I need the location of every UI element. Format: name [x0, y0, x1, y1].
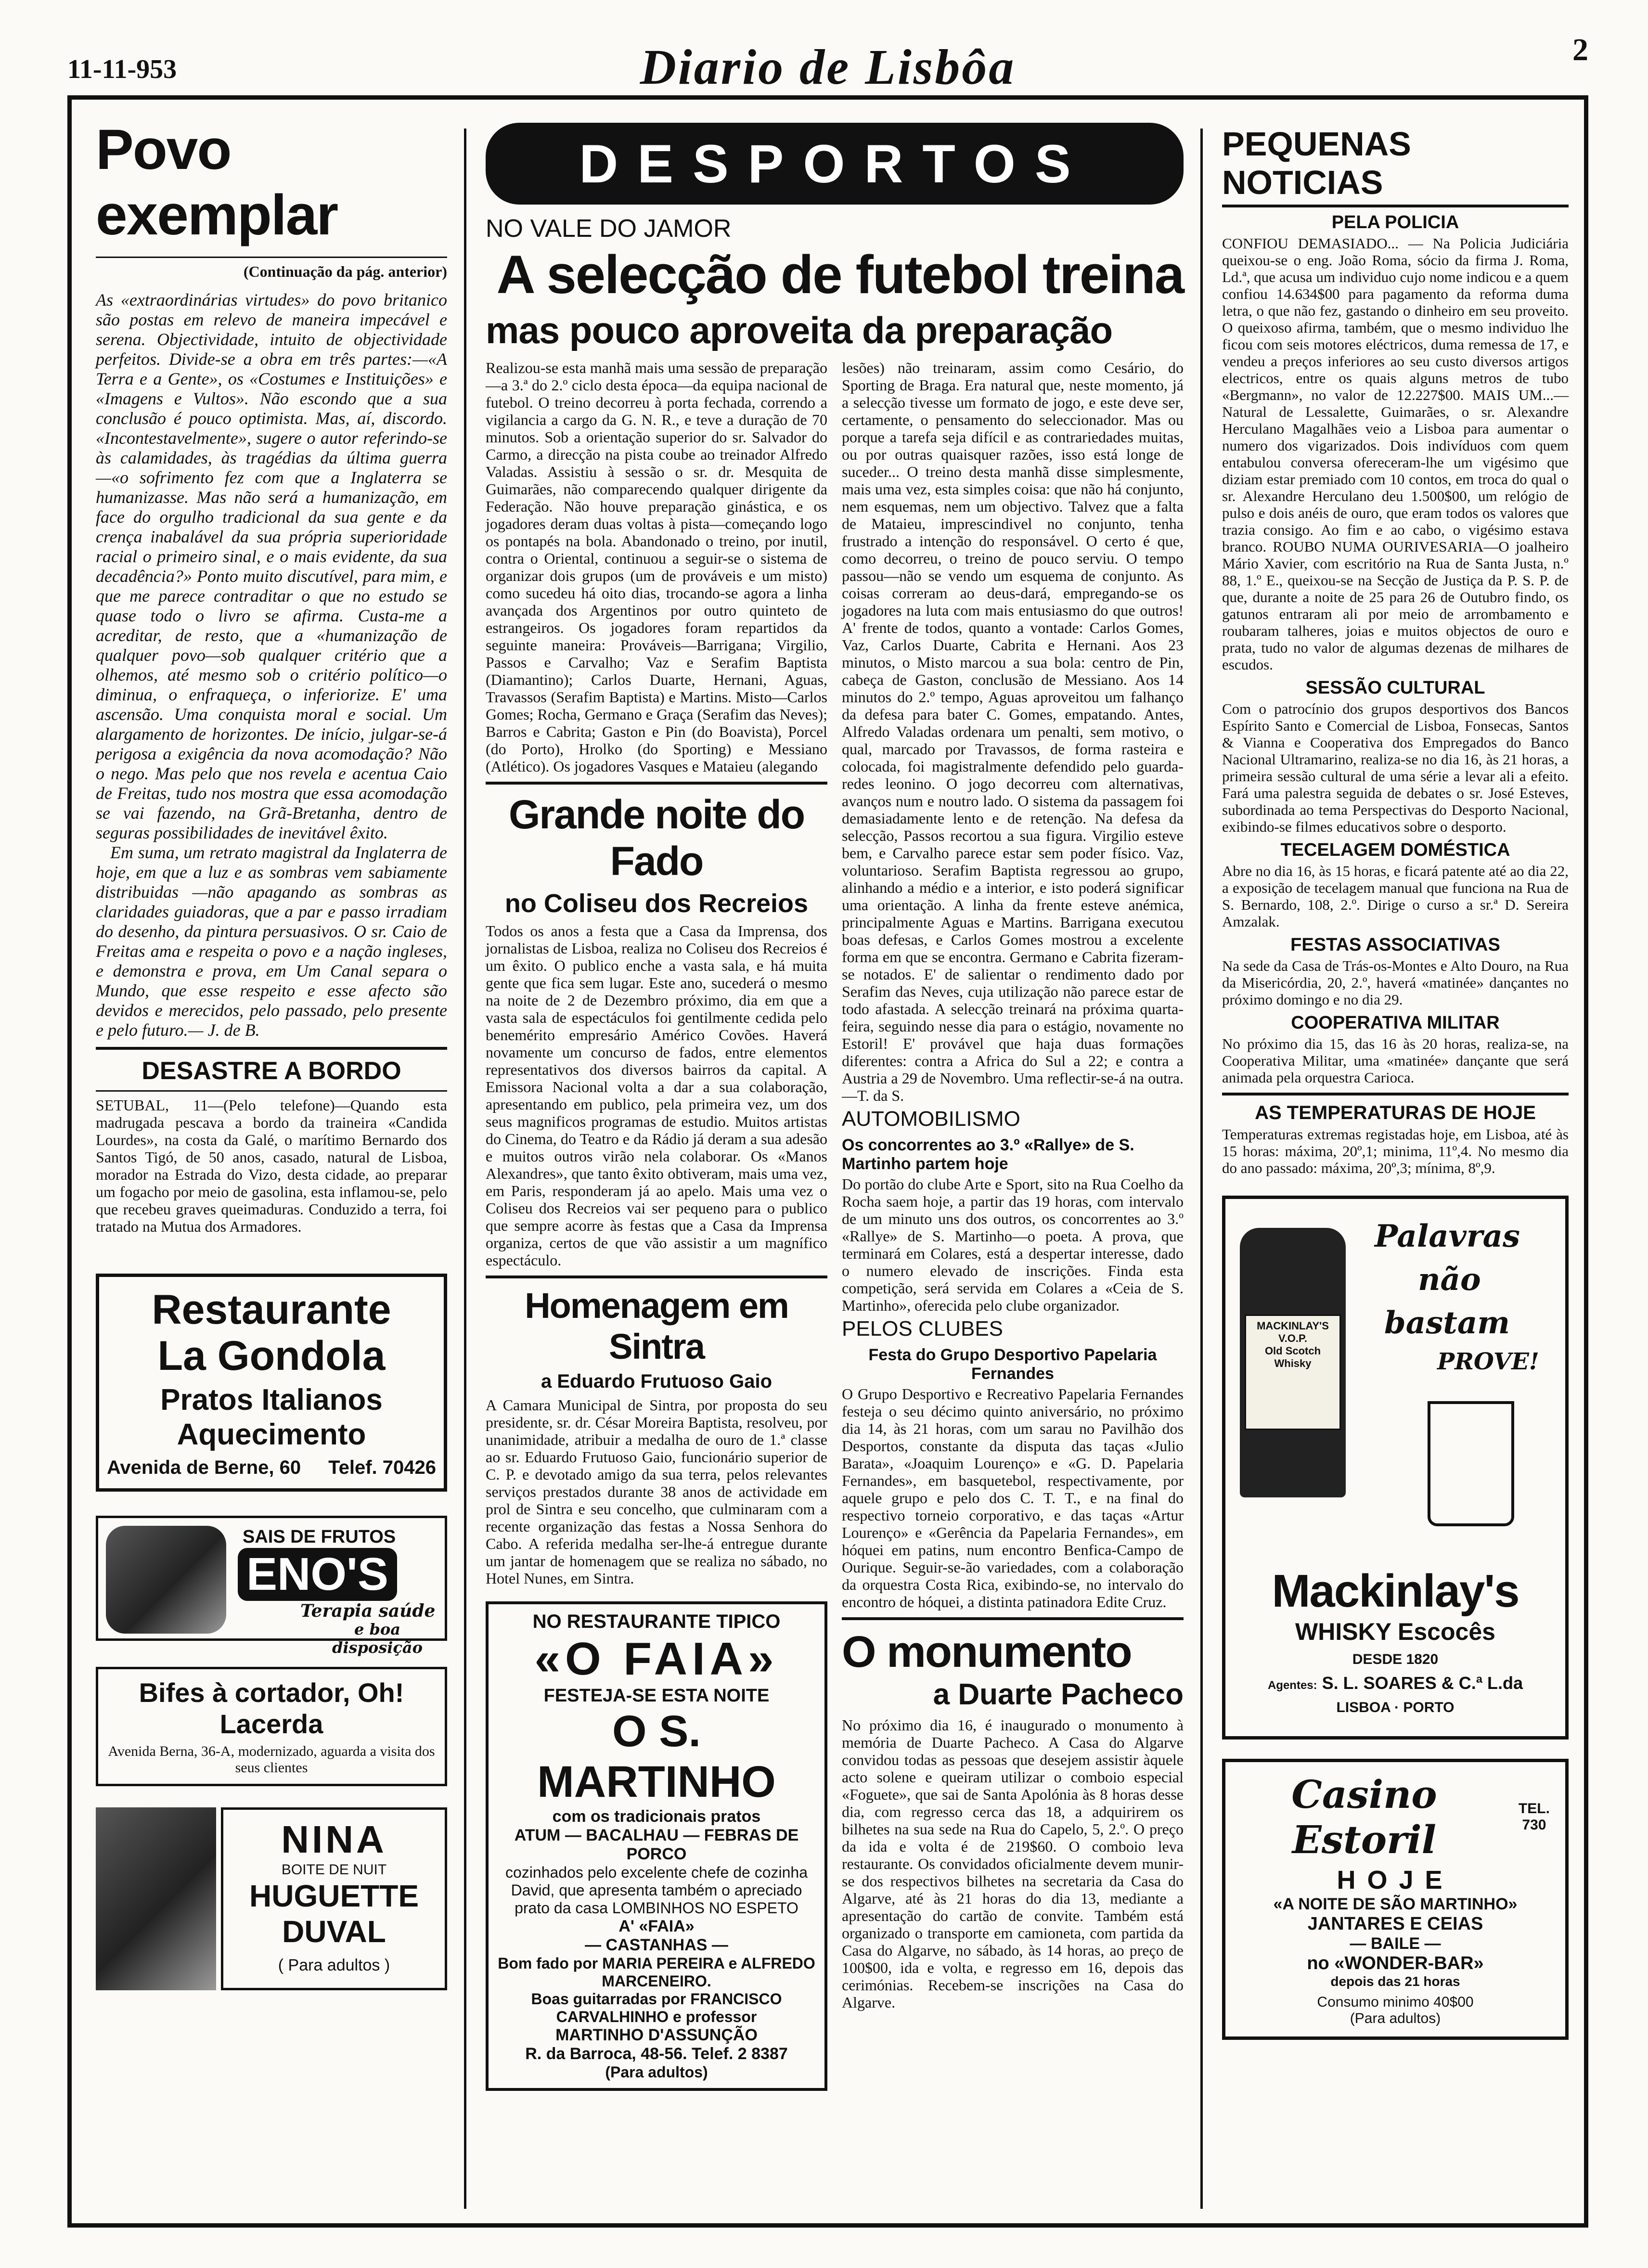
ad-line: BOITE DE NUIT [281, 1862, 387, 1878]
article-headline: A selecção de futebol treina [496, 245, 1184, 305]
glass-icon [1428, 1401, 1514, 1526]
news-body: Com o patrocínio dos grupos desportivos dos Bancos Espírito Santo e Comercial de Lisboa, Fonsecas, Santos & Vianna e Cooperativa dos Empregados do Banco Nacional Ultramarino, realiza-se no dia 16, às 21 horas, a primeira sessão cultural de uma série a levar ali a efeito. Fará uma palestra seguida de debates o sr. José Esteves, subordinada ao tema Perspectivas do Desporto Nacional, exibindo-se filmes educativos sobre o desporto. [1222, 700, 1569, 835]
ad-phone: Telef. 70426 [328, 1457, 436, 1478]
divider [96, 1047, 447, 1050]
ad-line: JANTARES E CEIAS [1307, 1914, 1483, 1934]
ad-line: A' «FAIA» [618, 1917, 695, 1935]
article-body: lesões) não treinaram, assim como Cesário, do Sporting de Braga. Era natural que, neste momento, já a selecção tivesse um formato de jogo, e este deve ser, certamente, o pensamento do seleccionador. Mas ou porque a tarefa seja difícil e as contrariedades muitas, ou por outras quaisquer razões, isso está longe de suceder... O treino desta manhã disse simplesmente, mais uma vez, esta simples coisa: que não há conjunto, nem esquemas, nem um objectivo. Talvez que a falta de Mataieu, imprescindivel no conjunto, tenha frustrado a intenção do responsável. O certo é que, como decorreu, o treino de pouco serviu. O tempo passou—não se vendo um esquema de conjunto. As coisas correram ao deus-dará, empregando-se os jogadores na luta com mais entusiasmo do que outros! A' frente de todos, quanto a vontade: Carlos Gomes, Vaz, Carlos Duarte, Cabrita e Hernani. Aos 23 minutos, o Misto marcou a sua bola: centro de Pin, cabeça de Gaston, conclusão de Messiano. Aos 14 minutos do 2.º tempo, Aguas aproveitou um falhanço da defesa para bater C. Gomes, empatando. Antes, Alfredo Valadas ordenara um penalti, sem motivo, o qual, marcado por Travassos, de forma rasteira e colocada, foi magistralmente defendido pelo guarda-redes leonino. O jogo decorreu com alternativas, avanços num e noutro lado. O sistema da passagem foi demasiadamente lento e de retenção. Na defesa da selecção, Passos recortou a sua figura. Virgilio esteve bem, e Carvalho parece estar sem poder físico. Vaz, voluntarioso. Serafim Baptista regressou ao grupo, alinhando a médio e a interior, e isto poderá significar uma orientação. A linha da frente esteve anémica, principalmente Aguas e Martins. Barrigana executou boas defesas, e Carlos Gomes mostrou a excelente forma em que se encontra. Germano e Cabrita fizeram-se notados. E' de salientar o rendimento dado por Serafim das Neves, cuja utilização não parece estar de todo afastada. A selecção treinará na próxima quarta-feira, seguindo nesse dia para o estágio, novamente no Estoril! E' provável que haja duas formações diferentes: contra a Africa do Sul a 22; e contra a Austria a 29 de Novembro. Uma reflectir-se-á na outra.—T. da S. [842, 359, 1184, 1104]
section-kicker: NO VALE DO JAMOR [486, 215, 732, 243]
news-body: Temperaturas extremas registadas hoje, em Lisboa, até às 15 horas: máxima, 20º,1; minima, 11º,4. No mesmo dia do ano passado: máxima, 20º,3; mínima, 8º,9. [1222, 1126, 1569, 1176]
ad-casino-estoril [1222, 1759, 1569, 2040]
section-heading: PELA POLICIA [1331, 212, 1459, 232]
ad-mackinlays [1222, 1196, 1569, 1740]
ad-slogan: Palavras [1375, 1218, 1520, 1254]
issue-date: 11-11-953 [67, 54, 177, 84]
divider [96, 257, 447, 258]
ad-title: HUGUETTE [249, 1879, 419, 1913]
ad-title: DUVAL [282, 1914, 386, 1949]
news-subhead: a Eduardo Frutuoso Gaio [541, 1371, 772, 1392]
news-body: No próximo dia 16, é inaugurado o monumento à memória de Duarte Pacheco. A Casa do Algarve convidou todas as pessoas que desejem assistir àquele acto solene e queiram utilizar o comboio especial «Foguete», que sai de Santa Apolónia às 8 horas desse dia, com regresso cerca das 18, a adquirirem os bilhetes na sua sede na Rua do Capelo, 5, 2.º. O preço da ida e volta é de 219$60. O comboio leva restaurante. Os convidados oficialmente devem munir-se dos respectivos bilhetes na secretaria da Casa do Algarve, até às 21 horas do dia 13, mediante a apresentação do cartão de convite. Também está organizado o transporte em camioneta, com partida da Casa do Algarve, no sábado, às 14 horas, ao preço de 100$00, ida e volta, e regresso em 16, depois das cerimónias. Recebem-se inscrições na Casa do Algarve. [842, 1716, 1184, 2011]
column-rule [464, 129, 466, 2209]
ad-lacerda [96, 1667, 447, 1786]
ad-line: «A NOITE DE SÃO MARTINHO» [1273, 1895, 1518, 1913]
page-number: 2 [1572, 32, 1588, 67]
divider [486, 1276, 827, 1278]
ad-line: Bom fado por MARIA PEREIRA e ALFREDO MARCENEIRO. [498, 1955, 815, 1990]
ad-slogan: bastam [1384, 1305, 1510, 1341]
ad-brand: NINA [281, 1818, 387, 1861]
ad-line: depois das 21 horas [1330, 1974, 1460, 1989]
ad-slogan: e boa disposição [332, 1620, 423, 1657]
article-headline: Povo exemplar [96, 118, 338, 247]
news-headline: Os concorrentes ao 3.º «Rallye» de S. Martinho partem hoje [842, 1136, 1134, 1173]
ad-phone: TEL. 730 [1518, 1801, 1550, 1833]
ad-agent: S. L. SOARES & C.ª L.da [1322, 1673, 1523, 1693]
ad-line: cozinhados pelo excelente chefe de cozinha David, que apresenta também o apreciado prato da casa LOMBINHOS NO ESPETO [505, 1864, 808, 1917]
ad-line: HOJE [1337, 1866, 1454, 1894]
news-headline: DESASTRE A BORDO [142, 1057, 401, 1085]
news-body: CONFIOU DEMASIADO... — Na Policia Judiciária queixou-se o eng. João Roma, sócio da firma J. Roma, Ld.ª, que acusa um individuo cujo nome indicou e a quem confiou 14.634$00 para pagamento da reforma duma letra, o que não fez, gastando o dinheiro em seu proveito. O queixoso afirma, também, que o mesmo individuo lhe ficou com seis motores eléctricos, duma remessa de 17, e vendeu a preços inferiores ao seu custo diversos artigos electricos, entre os quais alguns metros de tubo «Bergmann», no valor de 12.227$00. MAIS UM...—Natural de Lessalette, Guimarães, o sr. Alexandre Herculano Magalhães veio a Lisboa para aumentar o numero dos vigarizados. Dois indivíduos com quem entabulou conversa ofereceram-lhe um vigésimo que diziam estar premiado com 10 contos, em troca do qual o sr. Alexandre Herculano deu 1.500$00, um relógio de pulso e dois anéis de ouro, que eram todos os valores que trazia consigo. Ao fim e ao cabo, o vigésimo estava branco. ROUBO NUMA OURIVESARIA—O joalheiro Mário Xavier, com escritório na Rua de Santa Justa, n.º 88, 1.º E., queixou-se na Secção de Justiça da P. S. P. de que, durante a noite de 25 para 26 de Outubro findo, os gatunos entraram ali por meio de arrombamento e roubaram talheres, joias e muitos objectos de ouro e prata, tudo no valor de algumas dezenas de milhares de escudos. [1222, 235, 1569, 673]
ad-brand: ENO'S [238, 1548, 397, 1601]
ad-line: com os tradicionais pratos [552, 1807, 761, 1826]
sports-banner: DESPORTOS [486, 123, 1184, 205]
article-body: As «extraordinárias virtudes» do povo britanico são postas em relevo de maneira impecável e serena. Objectividade, intuito de objectividade perfeitos. Divide-se a obra em três partes:—«A Terra e a Gente», os «Costumes e Instituições» e «Imagens e Vultos». Não escondo que a sua conclusão é pouco optimista. Mas, aí, discordo. «Incontestavelmente», sugere o autor referindo-se às calamidades, às tragédias da última guerra—«o sofrimento fez com que a Inglaterra se humanizasse. Mas não será a humanização, em face do orgulho tradicional da sua gente e da crença inabalável da sua própria superioridade racial o primeiro sinal, e o mais evidente, da sua decadência?» Ponto muito discutível, para mim, e que me parece contraditar o que no estudo se quase todo o livro se afirma. Custa-me a acreditar, de resto, que a «humanização de qualquer povo—sob qualquer critério que a olhemos, até mesmo sob o critério político—o diminua, o enfraqueça, o inferiorize. E' uma ascensão. Uma conquista moral e social. Um alargamento de horizontes. De início, julgar-se-á perigosa a exigência da nova acomodação? Não o nego. Mas pelo que nos revela e acentua Caio de Freitas, tudo nos mostra que essa acomodação se vai fazendo, na Grã-Bretanha, dentro de seguras possibilidades de inevitável êxito. [96, 290, 447, 842]
article-body: Realizou-se esta manhã mais uma sessão de preparação—a 3.ª do 2.º ciclo desta época—da equipa nacional de futebol. O treino decorreu à porta fechada, correndo a vigilancia a cargo da G. N. R., e teve a duração de 70 minutos. Sob a orientação superior do sr. Salvador do Carmo, a direcção na pista coube ao treinador Alfredo Valadas. Assistiu à sessão o sr. dr. Mesquita de Guimarães, não comparecendo qualquer dirigente da Federação. Não houve preparação ginástica, e os jogadores deram duas voltas à pista—começando logo os pontapés na bola. Abandonado o treino, por inutil, contra o Oriental, continuou a seguir-se o sistema de organizar dois grupos (um de prováveis e um misto) como sucedeu há oito dias, trocando-se agora a linha avançada dos Argentinos por outro quinteto de estrangeiros. Os jogadores foram repartidos da seguinte maneira: Prováveis—Barrigana; Virgilio, Passos e Carvalho; Vaz e Serafim Baptista (Diamantino); Carlos Duarte, Hernani, Aguas, Travassos (Serafim Baptista) e Martins. Misto—Carlos Gomes; Rocha, Germano e Graça (Serafim das Neves); Barros e Cabrita; Gaston e Pin (do Boavista), Porcel (do Porto), Hrolko (do Sporting) e Messiano (Atlético). Os jogadores Vasques e Mataieu (alegando [486, 359, 827, 775]
ad-line: Avenida Berna, 36-A, modernizado, aguarda a visita dos seus clientes [108, 1743, 435, 1776]
ad-line: FESTEJA-SE ESTA NOITE [543, 1686, 770, 1706]
section-heading: AS TEMPERATURAS DE HOJE [1255, 1102, 1536, 1123]
ad-line: Aquecimento [177, 1418, 366, 1451]
ad-address: Avenida de Berne, 60 [107, 1457, 301, 1478]
label-brand: MACKINLAY'S [1257, 1320, 1329, 1332]
ad-line: Boas guitarradas por FRANCISCO CARVALHINHO e professor [531, 1990, 782, 2025]
news-subhead: no Coliseu dos Recreios [504, 889, 809, 918]
section-banner: PEQUENAS NOTICIAS [1222, 125, 1569, 207]
continuation-note: (Continuação da pág. anterior) [243, 263, 447, 280]
ad-note: ( Para adultos ) [278, 1956, 390, 1974]
news-body: O Grupo Desportivo e Recreativo Papelaria Fernandes festeja o seu décimo quinto aniversário, no próximo dia 14, às 21 horas, com um sarau no Pavilhão dos Desportos, constante da disputa das taças «Julio Barata», «Joaquim Lourenço» e «G. D. Papelaria Fernandes», em basquetebol, respectivamente, por aquele grupo e pelo dos C. T. T., e na final do respectivo torneio corporativo, e das taças «Artur Lourenço» e «Gerência da Papelaria Fernandes», em hóquei em patins, num encontro Benfica-Campo de Ourique. Seguir-se-ão variedades, com a colaboração da orquestra Costa Rica, exibindo-se, no intervalo do encontro de hóquei, a distinta patinadora Edite Cruz. [842, 1385, 1184, 1611]
divider [96, 1090, 447, 1092]
ad-title: «O FAIA» [534, 1633, 779, 1685]
label-line: V.O.P. [1278, 1332, 1307, 1344]
ad-line: DESDE 1820 [1352, 1651, 1439, 1667]
news-body: Na sede da Casa de Trás-os-Montes e Alto Douro, na Rua da Misericórdia, 20, 2.º, haverá «matinée» dançantes no próximo domingo e no dia 29. [1222, 957, 1569, 1008]
news-body: Todos os anos a festa que a Casa da Imprensa, dos jornalistas de Lisboa, realiza no Coliseu dos Recreios é um êxito. O publico enche a vasta sala, e há muita gente que fica sem lugar. Este ano, sucederá o mesmo na noite de 2 de Dezembro próximo, dia em que a vasta sala de espectáculos foi gentilmente cedida pelo benemérito empresário Américo Covões. Haverá novamente um concurso de fados, entre elementos representativos dos diversos bairros da capital. A Emissora Nacional volta a dar a sua colaboração, apresentando em publico, pela primeira vez, um dos seus magnificos programas de estudio. Muitos artistas do Cinema, do Teatro e da Rádio já deram a sua adesão e muitos outros virão nela colaborar. Os «Manos Alexandres», que tanto êxito obtiveram, mais uma vez, em Paris, responderam já ao apelo. Mais uma vez o Coliseu dos Recreios vai ser pequeno para o publico que sempre acorre às festas que a Casa da Imprensa organiza, certos de que vão assistir a um magnífico espectáculo. [486, 922, 827, 1269]
news-body: Do portão do clube Arte e Sport, sito na Rua Coelho da Rocha saem hoje, a partir das 19 horas, com intervalo de um minuto uns dos outros, os concorrentes ao 3.º «Rallye» de S. Martinho—o poeta. A prova, que terminará em Colares, está a despertar interesse, dado o numero elevado de inscrições. Finda esta competição, será servida em Colares a «Ceia de S. Martinho», oferecida pelo clube organizador. [842, 1175, 1184, 1314]
divider [486, 782, 827, 785]
divider [1222, 1093, 1569, 1095]
ad-slogan: Terapia saúde [300, 1601, 436, 1621]
news-body: A Camara Municipal de Sintra, por proposta do seu presidente, sr. dr. César Moreira Baptista, resolveu, por unanimidade, atribuir a medalha de ouro de 1.ª classe ao sr. Eduardo Frutuoso Gaio, funcionário superior de C. P. e devotado amigo da sua terra, pelos relevantes serviços prestados durante 38 anos de actividade em prol de Sintra e seu concelho, que culminaram com a recente organização das festas a Nossa Senhora do Cabo. A referida medalha ser-lhe-á entregue durante um jantar de homenagem que se realiza no sábado, no Hotel Nunes, em Sintra. [486, 1396, 827, 1587]
section-heading: TECELAGEM DOMÉSTICA [1280, 840, 1510, 860]
news-headline: Festa do Grupo Desportivo Papelaria Fernandes [868, 1346, 1157, 1383]
ad-line: — BAILE — [1350, 1934, 1441, 1953]
ad-line: — CASTANHAS — [585, 1936, 728, 1954]
ad-enos [96, 1516, 447, 1657]
news-body: SETUBAL, 11—(Pelo telefone)—Quando esta madrugada pescava a bordo da traineira «Candida Lourdes», na costa da Galé, o marítimo Bernardo dos Santos Tigó, de 50 anos, casado, natural de Lisboa, morador na Estrada do Vizo, desta cidade, ao preparar um fogacho por meio de gasolina, esta inflamou-se, pelo que recebeu graves queimaduras. Conduzido a terra, foi tratado na Mutua dos Armadores. [96, 1096, 447, 1235]
ad-la-gondola [96, 1274, 447, 1492]
ad-title: Restaurante [152, 1287, 391, 1333]
ad-title: O S. MARTINHO [537, 1707, 776, 1806]
ad-address: R. da Barroca, 48-56. Telef. 2 8387 [525, 2045, 788, 2063]
ad-line: LISBOA · PORTO [1336, 1700, 1455, 1715]
ad-note: (Para adultos) [605, 2063, 708, 2081]
ad-line: SAIS DE FRUTOS [243, 1527, 396, 1547]
news-headline: O monumento [842, 1627, 1132, 1676]
ad-illustration-icon [106, 1526, 226, 1634]
ad-brand: Casino Estoril [1291, 1772, 1437, 1862]
ad-note: (Para adultos) [1350, 2010, 1441, 2026]
ad-line: MARTINHO D'ASSUNÇÃO [555, 2026, 758, 2044]
ad-line: ATUM — BACALHAU — FEBRAS DE PORCO [514, 1826, 799, 1863]
ad-line: WHISKY Escocês [1295, 1618, 1495, 1645]
ad-title: Bifes à cortador, Oh! Lacerda [139, 1677, 404, 1739]
news-body: No próximo dia 15, das 16 às 20 horas, realiza-se, na Cooperativa Militar, uma «matinée» dançante que será animada pela orquestra Carioca. [1222, 1035, 1569, 1086]
ad-photo-icon [96, 1807, 216, 1990]
center-column [471, 100, 1198, 2223]
ad-title: La Gondola [157, 1333, 386, 1379]
right-column [1208, 100, 1583, 2223]
ad-line: NO RESTAURANTE TIPICO [532, 1611, 781, 1632]
ad-line: Pratos Italianos [160, 1383, 383, 1417]
news-headline: Homenagem em Sintra [525, 1286, 788, 1366]
page-frame [67, 95, 1588, 2228]
ad-slogan: não [1418, 1262, 1481, 1298]
news-subhead: a Duarte Pacheco [933, 1678, 1184, 1711]
ad-line: no «WONDER-BAR» [1307, 1953, 1484, 1973]
ad-brand: Mackinlay's [1272, 1565, 1519, 1617]
divider [842, 1617, 1184, 1620]
ad-o-faia [486, 1601, 827, 2091]
column-rule [1200, 129, 1203, 2209]
article-body: Em suma, um retrato magistral da Inglaterra de hoje, em que a luz e as sombras vem sabiamente distribuidas —não apagando as sombras as claridades guiadoras, que a par e passo irradiam do desenho, da pintura persuasivos. O sr. Caio de Freitas ama e respeita o povo e a nação ingleses, e demonstra e prova, em Um Canal separa o Mundo, que esse respeito e esse afecto são devidos e merecidos, pelo passado, pelo presente e pelo futuro.— J. de B. [96, 843, 447, 1040]
label-line: Old Scotch Whisky [1264, 1345, 1321, 1369]
news-headline: Grande noite do Fado [508, 792, 805, 884]
ad-note: Consumo minimo 40$00 [1317, 1994, 1474, 2010]
article-subhead: mas pouco aproveita da preparação [486, 309, 1113, 351]
ad-line: Agentes: [1267, 1679, 1317, 1692]
section-kicker: PELOS CLUBES [842, 1317, 1004, 1340]
news-body: Abre no dia 16, às 15 horas, e ficará patente até ao dia 22, a exposição de tecelagem manual que funciona na Rua de S. Bernardo, 108, 2.º. Dirige o curso a sr.ª D. Sereira Amzalak. [1222, 863, 1569, 930]
section-kicker: AUTOMOBILISMO [842, 1107, 1020, 1131]
page-header [67, 29, 1588, 96]
section-heading: FESTAS ASSOCIATIVAS [1290, 935, 1500, 955]
ad-slogan: PROVE! [1437, 1348, 1539, 1375]
section-heading: COOPERATIVA MILITAR [1291, 1013, 1500, 1033]
section-heading: SESSÃO CULTURAL [1305, 678, 1485, 698]
left-column [81, 100, 462, 2223]
ad-nina [96, 1807, 447, 1990]
masthead: Diario de Lisbôa [640, 39, 1016, 95]
bottle-label [1245, 1314, 1341, 1430]
